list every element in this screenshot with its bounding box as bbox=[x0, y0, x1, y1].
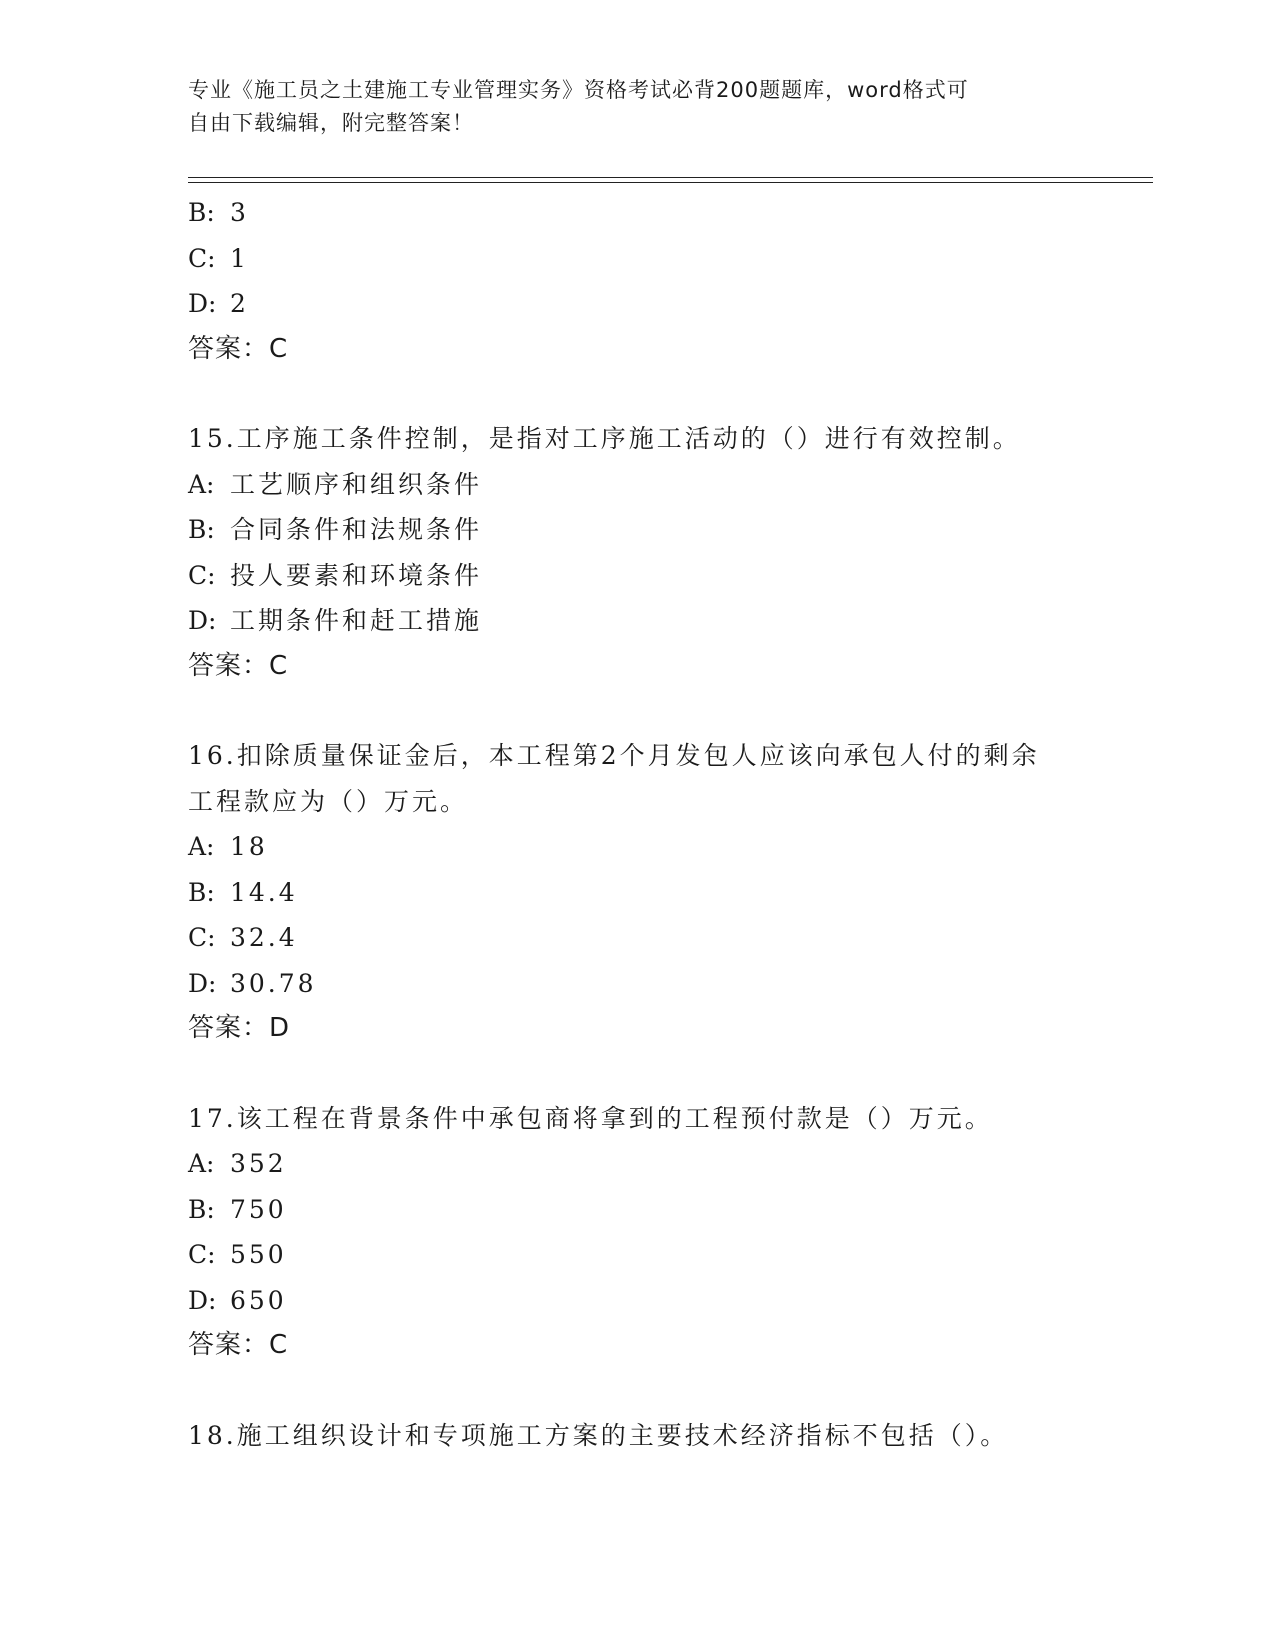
option-key: D: bbox=[188, 1285, 217, 1315]
option-text: 18 bbox=[230, 832, 268, 861]
option-key: A: bbox=[188, 469, 215, 499]
question-stem: 16.扣除质量保证金后，本工程第2个月发包人应该向承包人付的剩余 bbox=[188, 741, 1040, 770]
option-d bbox=[188, 961, 1153, 1007]
option-d bbox=[188, 281, 1153, 327]
option-text: 30.78 bbox=[230, 968, 317, 998]
question-17 bbox=[188, 1096, 1153, 1369]
question-stem: 18.施工组织设计和专项施工方案的主要技术经济指标不包括（）。 bbox=[188, 1420, 1009, 1450]
option-text: 650 bbox=[230, 1285, 287, 1315]
option-key: B: bbox=[188, 198, 215, 227]
option-key: D: bbox=[188, 289, 217, 318]
option-key: A: bbox=[188, 1149, 215, 1178]
option-key: D: bbox=[188, 968, 217, 998]
option-a bbox=[188, 1141, 1153, 1187]
option-text: 550 bbox=[230, 1240, 287, 1269]
question-stem: 17.该工程在背景条件中承包商将拿到的工程预付款是（）万元。 bbox=[188, 1103, 993, 1133]
option-text: 352 bbox=[230, 1149, 287, 1178]
option-key: B: bbox=[188, 515, 215, 544]
option-text: 工艺顺序和组织条件 bbox=[230, 469, 483, 499]
option-b bbox=[188, 507, 1153, 553]
option-text: 投人要素和环境条件 bbox=[230, 560, 483, 590]
document-header bbox=[188, 74, 1088, 140]
option-key: B: bbox=[188, 1194, 215, 1224]
option-key: C: bbox=[188, 1240, 216, 1269]
option-text: 2 bbox=[230, 289, 249, 318]
option-a bbox=[188, 462, 1153, 508]
answer-line: 答案：D bbox=[188, 1013, 291, 1043]
option-b bbox=[188, 190, 1153, 236]
header-line-1: 专业《施工员之土建施工专业管理实务》资格考试必背200题题库，word格式可 bbox=[188, 78, 969, 102]
option-b bbox=[188, 1187, 1153, 1233]
option-text: 32.4 bbox=[230, 923, 298, 952]
option-text: 合同条件和法规条件 bbox=[230, 515, 483, 544]
option-c bbox=[188, 553, 1153, 599]
prev-question-block bbox=[188, 190, 1153, 372]
header-divider-top bbox=[188, 177, 1153, 178]
question-18 bbox=[188, 1413, 1153, 1459]
option-text: 工期条件和赶工措施 bbox=[230, 606, 483, 635]
question-16 bbox=[188, 733, 1153, 1052]
option-c bbox=[188, 915, 1153, 961]
option-text: 750 bbox=[230, 1194, 287, 1224]
option-key: C: bbox=[188, 243, 216, 273]
option-key: C: bbox=[188, 923, 216, 952]
question-stem: 15.工序施工条件控制，是指对工序施工活动的（）进行有效控制。 bbox=[188, 424, 1021, 453]
option-d bbox=[188, 598, 1153, 644]
question-list bbox=[188, 190, 1153, 1458]
option-c bbox=[188, 1232, 1153, 1278]
option-text: 14.4 bbox=[230, 877, 298, 907]
answer-line: 答案：C bbox=[188, 650, 289, 681]
option-key: B: bbox=[188, 877, 215, 907]
option-key: D: bbox=[188, 606, 217, 635]
header-line-2: 自由下载编辑，附完整答案！ bbox=[188, 111, 474, 135]
option-c bbox=[188, 236, 1153, 282]
option-b bbox=[188, 870, 1153, 916]
header-divider-bottom bbox=[188, 182, 1153, 183]
option-key: A: bbox=[188, 832, 215, 861]
question-15 bbox=[188, 416, 1153, 689]
answer-line: 答案：C bbox=[188, 1330, 289, 1360]
option-text: 1 bbox=[230, 243, 249, 273]
option-text: 3 bbox=[230, 198, 249, 227]
option-a bbox=[188, 824, 1153, 870]
question-stem-continued: 工程款应为（）万元。 bbox=[188, 786, 469, 816]
answer-line: 答案：C bbox=[188, 333, 289, 364]
option-key: C: bbox=[188, 560, 216, 590]
option-d bbox=[188, 1278, 1153, 1324]
